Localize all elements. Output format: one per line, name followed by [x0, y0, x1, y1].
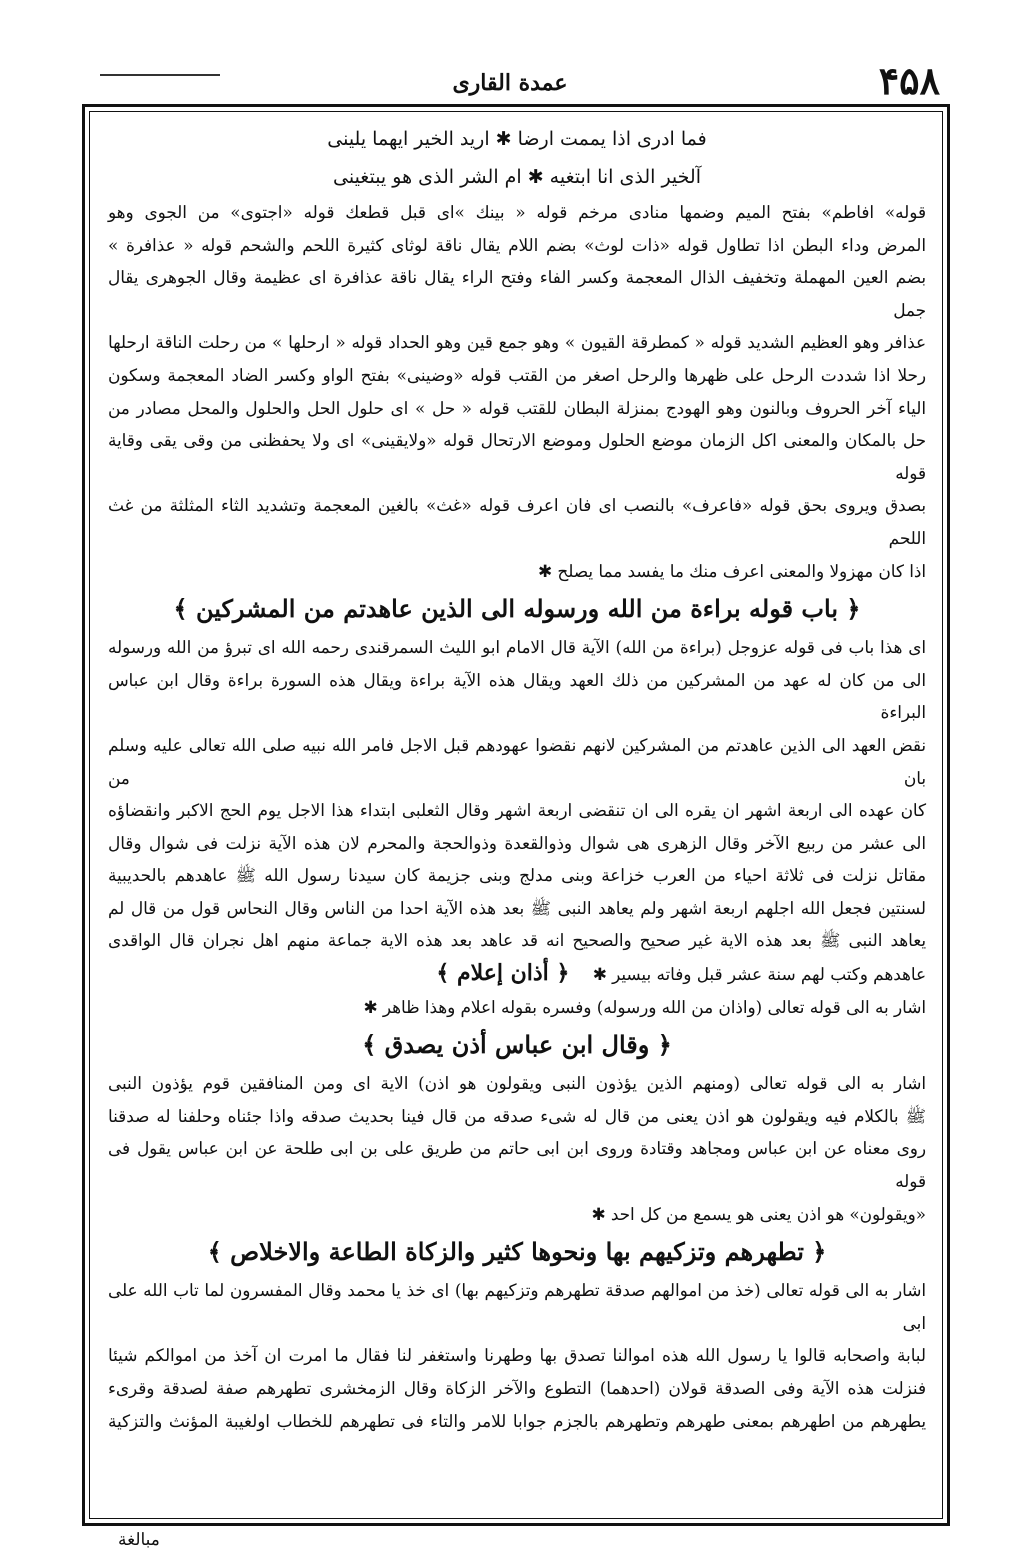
section-heading: ﴿ تطهرهم وتزكيهم بها ونحوها كثير والزكاة الطاعة والاخلاص ﴾: [207, 1237, 827, 1267]
text-line: رحلا اذا شددت الرحل على ظهرها والرحل اصغر من القتب قوله «وضينى» بفتح الواو وكسر الضاد المعجمة وسكون: [108, 364, 926, 385]
text-line: الى من كان له عهد من المشركين من ذلك العهد ويقال هذه الآية براءة ويقال هذه السورة براءة وقال ابن عباس البراءة: [108, 669, 926, 723]
text-line: بصدق ويروى بحق قوله «فاعرف» بالنصب اى فان اعرف قوله «غث» بالغين المعجمة وتشديد الثاء المثلثة من غث اللحم: [108, 495, 926, 548]
text-line: الى عشر من ربيع الآخر وقال الزهرى هى شوال وذوالقعدة وذوالحجة والمحرم لان هذه الآية نزلت فى شوال وقال: [108, 832, 926, 853]
text-line: حل بالمكان والمعنى اكل الزمان موضع الحلول وموضع الارتحال قوله «ولايقينى» اى ولا يحفظنى من وقى يقى وقاية قوله: [108, 430, 926, 483]
poem-line: آلخير الذى انا ابتغيه ✱ ام الشر الذى هو يبتغينى: [333, 166, 701, 188]
text-line: اشار به الى قوله تعالى (واذان من الله ورسوله) وفسره بقوله اعلام وهذا ظاهر ✱: [363, 996, 926, 1017]
text-line: يعاهد النبى ﷺ بعد هذه الاية غير صحيح والصحيح انه قد عاهد بعد هذه الاية جماعة منهم اهل نجران قال الواقدى: [108, 930, 926, 951]
page-content: [108, 120, 926, 1437]
text-line: عذافر وهو العظيم الشديد قوله « كمطرقة القيون » وهو جمع قين وهو الحداد قوله « ارحلها » من رحلت الناقة ارحلها: [108, 332, 926, 353]
text-line: [108, 957, 926, 991]
text-line: نقض العهد الى الذين عاهدتم من المشركين لانهم نقضوا عهودهم قبل الاجل فامر الله نبيه صلى الله تعالى عليه وسلم بان من: [108, 734, 926, 788]
text-line: بضم العين المهملة وتخفيف الذال المعجمة وكسر الفاء وفتح الراء يقال ناقة عذافرة اى عظيمة وقال الجوهرى يقال جمل: [108, 267, 926, 320]
poem: [108, 120, 926, 196]
section-heading: ﴿ وقال ابن عباس أذن يصدق ﴾: [362, 1030, 672, 1060]
page-header: [60, 56, 960, 103]
page-number: ۴۵۸: [878, 58, 940, 103]
text-line: اشار به الى قوله تعالى (ومنهم الذين يؤذون النبى ويقولون هو اذن) الاية اى ومن المنافقين قوم يؤذون النبى: [108, 1073, 926, 1094]
text-line: «ويقولون» هو اذن يعنى هو يسمع من كل احد ✱: [591, 1203, 926, 1224]
text-line: مقاتل نزلت فى ثلاثة احياء من العرب خزاعة وبنى مدلج وبنى جزيمة كان سيدنا رسول الله ﷺ عاهدهم بالحديبية: [108, 865, 926, 886]
running-title: عمدة القارى: [452, 70, 568, 96]
text-line: كان عهده الى اربعة اشهر ان يقره الى ان تنقضى اربعة اشهر وقال الثعلبى ابتداء هذا الاجل يوم الحج الاكبر وانقضاؤه: [108, 800, 926, 821]
text-line: لبابة واصحابه قالوا يا رسول الله هذه اموالنا تصدق بها وطهرنا واستغفر لنا فقال ما امرت ان آخذ من اموالكم شيئا: [108, 1345, 926, 1366]
section-heading: ﴿ أذان إعلام ﴾: [436, 960, 570, 987]
text-line: لسنتين فجعل الله اجلهم اربعة اشهر ولم يعاهد النبى ﷺ بعد هذه الآية احدا من الناس وقال النحاس قول من قال لم: [108, 897, 926, 918]
text-line-tail: عاهدهم وكتب لهم سنة عشر قبل وفاته بيسير ✱: [592, 964, 926, 985]
poem-line: فما ادرى اذا يممت ارضا ✱ اريد الخير ايهما يلينى: [327, 128, 707, 150]
text-line: قوله» افاطم» بفتح الميم وضمها منادى مرخم قوله « بينك »اى قبل قطعك قوله «اجتوى» من الجوى وهو: [108, 202, 926, 222]
section-heading: ﴿ باب قوله براءة من الله ورسوله الى الذين عاهدتم من المشركين ﴾: [173, 594, 861, 624]
text-line: اى هذا باب فى قوله عزوجل (براءة من الله) الآية قال الامام ابو الليث السمرقندى رحمه الله اى تبرؤ من الله ورسوله: [108, 637, 926, 658]
catchword: مبالغة: [118, 1530, 160, 1550]
text-line: يطهرهم من اطهرهم بمعنى طهرهم وتطهرهم بالجزم جوابا للامر والتاء فى تطهرهم للخطاب اولغيبة المؤنث والتزكية: [108, 1410, 926, 1431]
text-line: اذا كان مهزولا والمعنى اعرف منك ما يفسد مما يصلح ✱: [538, 560, 926, 581]
text-line: الياء آخر الحروف وبالنون وهو الهودج بمنزلة البطان للقتب قوله « حل » اى حلول الحل والحلول والمحل مصادر من: [108, 397, 926, 418]
text-line: المرض وداء البطن اذا تطاول قوله «ذات لوث» بضم اللام يقال ناقة لوثاى كثيرة اللحم والشحم قوله « عذافرة »: [108, 234, 926, 255]
text-line: اشار به الى قوله تعالى (خذ من اموالهم صدقة تطهرهم وتزكيهم بها) اى خذ يا محمد وقال المفسرون لما تاب الله على ابى: [108, 1280, 926, 1333]
text-line: فنزلت هذه الآية وفى الصدقة قولان (احدهما) التطوع والآخر الزكاة وقال الزمخشرى تطهرهم صفة لصدقة وقرىء: [108, 1378, 926, 1398]
text-line: روى معناه عن ابن عباس ومجاهد وقتادة وروى ابن ابى حاتم من طريق على بن ابى طلحة عن ابن عباس يقول فى قوله: [108, 1138, 926, 1192]
text-line: ﷺ بالكلام فيه ويقولون هو اذن يعنى من قال له شىء صدقه من قال فينا بحديث صدقه واذا جئناه وحلفنا له صدقنا: [108, 1105, 926, 1126]
